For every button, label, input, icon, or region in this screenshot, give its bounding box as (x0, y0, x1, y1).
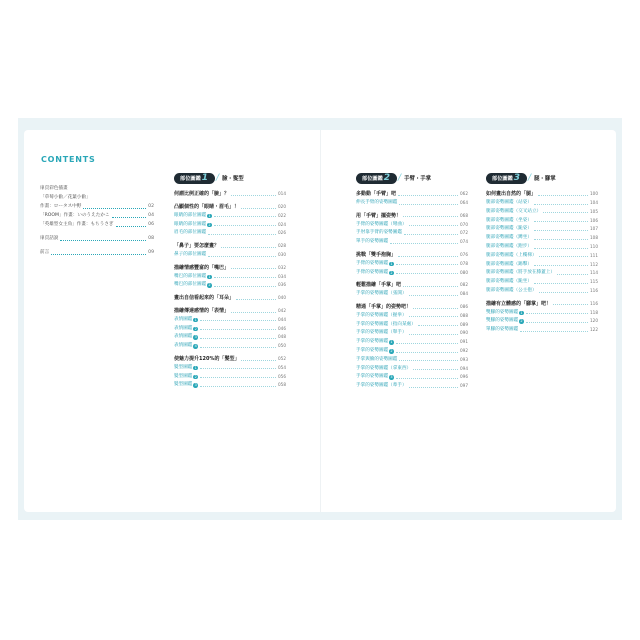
slash-divider-icon: / (398, 173, 402, 183)
entry-title: 腿部姿勢圖鑑（坐姿） (486, 217, 532, 223)
entry-page: 034 (278, 273, 286, 279)
dot-leader (221, 247, 276, 248)
entry-page: 091 (460, 339, 468, 345)
entry-title: 腿部姿勢圖鑑（跪姿） (486, 226, 532, 232)
gallery-entry[interactable] (356, 266, 468, 275)
entry-title: 手肘靠手臂的姿勢圖鑑 (356, 230, 402, 236)
toc-entry-title: 「英雄型女主角」作畫：もちうさぎ (40, 222, 114, 228)
entry-page: 116 (590, 300, 598, 306)
gallery-entry[interactable] (486, 250, 598, 259)
chapter-header (356, 172, 468, 184)
dot-leader (404, 234, 458, 235)
entry-number-badge: 3 (390, 375, 393, 380)
gallery-entry[interactable] (356, 258, 468, 267)
entry-page: 042 (278, 307, 286, 313)
gallery-entry[interactable] (356, 288, 468, 297)
entry-page: 118 (590, 309, 598, 315)
gallery-entry[interactable] (356, 327, 468, 336)
entry-page: 090 (460, 330, 468, 336)
entry-page: 064 (460, 200, 468, 205)
dot-leader (538, 195, 588, 196)
gallery-entry[interactable] (356, 197, 468, 206)
entry-page: 111 (590, 252, 598, 258)
gallery-entry[interactable] (174, 249, 286, 258)
entry-page: 052 (278, 355, 286, 361)
gallery-entry[interactable] (174, 322, 286, 331)
chapter-label: 部位圖鑑 (362, 175, 383, 182)
dot-leader (526, 322, 588, 323)
slash-divider-icon: / (216, 173, 220, 183)
entry-number-badge: 1 (208, 274, 211, 279)
entry-page: 086 (460, 303, 468, 309)
section-entry[interactable] (174, 305, 286, 314)
chapter-subtitle: 腿・腳掌 (534, 176, 556, 182)
entry-title: 髮型圖鑑 (174, 382, 193, 388)
gallery-entry[interactable] (356, 362, 468, 371)
entry-page: 105 (590, 208, 598, 214)
dot-leader (534, 283, 588, 284)
entry-title: 手掌的姿勢圖鑑 (356, 339, 389, 345)
chapter-subtitle: 手臂・手掌 (404, 176, 432, 182)
dot-leader (60, 240, 146, 241)
entry-title: 挑戰「雙手抱胸」 (356, 251, 397, 258)
section-entry[interactable] (486, 298, 598, 307)
entry-page: 096 (460, 374, 468, 380)
dot-leader (200, 368, 276, 369)
gallery-entry[interactable] (356, 227, 468, 236)
dot-leader (236, 299, 276, 300)
entry-page: 050 (278, 343, 286, 349)
entry-title: 精通「手掌」的姿勢吧！ (356, 303, 412, 310)
entry-number-badge: 2 (194, 374, 197, 379)
entry-title: 手掌的姿勢圖鑑 (356, 374, 389, 380)
gallery-entry[interactable] (486, 306, 598, 315)
gallery-entry[interactable] (486, 285, 598, 294)
entry-page: 070 (460, 221, 468, 227)
entry-page: 106 (590, 217, 598, 223)
entry-page: 030 (278, 251, 286, 257)
entry-page: 032 (278, 264, 286, 270)
entry-page: 114 (590, 270, 598, 276)
entry-page: 020 (278, 204, 286, 209)
entry-title: 腿部姿勢圖鑑（踢擊） (486, 261, 532, 267)
entry-page: 110 (590, 243, 598, 249)
toc-entry[interactable] (40, 183, 154, 192)
entry-title: 「鼻子」要怎麼畫？ (174, 243, 220, 250)
entry-page: 084 (460, 291, 468, 297)
dot-leader (409, 225, 458, 226)
entry-page: 044 (278, 316, 286, 322)
entry-page: 100 (590, 191, 598, 197)
entry-title: 輕鬆描繪「手掌」吧 (356, 282, 402, 289)
section-entry[interactable] (174, 240, 286, 249)
entry-page: 116 (590, 287, 598, 293)
gallery-entry[interactable] (356, 354, 468, 363)
entry-page: 022 (278, 212, 286, 218)
dot-leader (399, 204, 458, 205)
section-entry[interactable] (356, 210, 468, 219)
toc-entry-page: 08 (148, 236, 154, 242)
section-entry[interactable] (174, 292, 286, 301)
section-entry[interactable] (486, 188, 598, 197)
entry-number-badge: 2 (520, 319, 523, 324)
entry-title: 單腳的姿勢圖鑑 (486, 327, 519, 333)
entry-page: 082 (460, 282, 468, 288)
dot-leader (398, 256, 458, 257)
chapter-label: 部位圖鑑 (492, 175, 513, 182)
entry-page: 036 (278, 282, 286, 288)
gallery-entry[interactable] (174, 279, 286, 288)
entry-number-badge: 2 (208, 222, 211, 227)
dot-leader (396, 273, 458, 274)
chapter-header (174, 172, 286, 184)
entry-title: 髮型圖鑑 (174, 373, 193, 379)
entry-page: 093 (460, 356, 468, 362)
entry-title: 表情圖鑑 (174, 343, 193, 349)
gallery-entry[interactable] (174, 270, 286, 279)
dot-leader (534, 230, 588, 231)
gallery-entry[interactable] (356, 218, 468, 227)
toc-entry-title: 作畫：ロータス中野 (40, 204, 82, 210)
entry-page: 078 (460, 260, 468, 266)
entry-title: 描繪有立體感的「腳掌」吧！ (486, 300, 552, 307)
entry-number-badge: 2 (390, 348, 393, 353)
entry-page: 028 (278, 243, 286, 249)
entry-number-badge: 1 (390, 261, 393, 266)
gallery-entry[interactable] (486, 223, 598, 232)
dot-leader (526, 313, 588, 314)
gallery-entry[interactable] (486, 315, 598, 324)
dot-leader (208, 256, 276, 257)
entry-title: 腿部姿勢圖鑑（蹲坐） (486, 235, 532, 241)
entry-title: 描繪傳達感情的「表情」 (174, 307, 230, 314)
dot-leader (390, 243, 458, 244)
entry-number-badge: 1 (390, 340, 393, 345)
entry-title: 單手的姿勢圖鑑 (356, 239, 389, 245)
gallery-entry[interactable] (174, 379, 286, 388)
entry-title: 手掌與臉的姿勢圖鑑 (356, 356, 398, 362)
entry-page: 046 (278, 325, 286, 331)
entry-title: 手臂的姿勢圖鑑（彎曲） (356, 221, 407, 227)
entry-number-badge: 1 (520, 310, 523, 315)
dot-leader (214, 286, 276, 287)
entry-page: 094 (460, 365, 468, 371)
entry-page: 058 (278, 382, 286, 388)
chapter-1-column (174, 172, 286, 388)
dot-leader (557, 274, 588, 275)
section-entry[interactable] (174, 188, 286, 197)
toc-entry[interactable] (40, 219, 154, 228)
entry-title: 凸顯個性的「眼睛・眉毛」！ (174, 204, 240, 210)
gallery-entry[interactable] (174, 227, 286, 236)
entry-title: 腿部姿勢圖鑑（跪坐） (486, 279, 532, 285)
chapter-header (486, 172, 598, 184)
entry-page: 072 (460, 230, 468, 236)
entry-number-badge: 2 (390, 270, 393, 275)
dot-leader (413, 369, 458, 370)
toc-entry-page: 04 (148, 213, 154, 219)
dot-leader (418, 325, 458, 326)
entry-title: 雙腳的姿勢圖鑑 (486, 318, 519, 324)
entry-number-badge: 3 (194, 335, 197, 340)
entry-page: 076 (460, 251, 468, 257)
toc-entry[interactable] (40, 201, 154, 210)
front-matter-list (40, 183, 154, 256)
entry-number-badge: 3 (194, 383, 197, 388)
toc-entry[interactable] (40, 233, 154, 242)
dot-leader (539, 256, 588, 257)
entry-number-badge: 1 (194, 317, 197, 322)
chapter-3-column (486, 172, 598, 333)
gallery-entry[interactable] (486, 241, 598, 250)
entry-page: 112 (590, 261, 598, 267)
gallery-entry[interactable] (356, 310, 468, 319)
entry-title: 描繪情感豐富的「嘴巴」 (174, 264, 230, 271)
entry-title: 表情圖鑑 (174, 316, 193, 322)
dot-leader (200, 386, 276, 387)
entry-title: 何謂比例正確的「臉」？ (174, 191, 230, 198)
dot-leader (534, 204, 588, 205)
entry-number-badge: 1 (208, 213, 211, 218)
dot-leader (200, 377, 276, 378)
toc-entry-title: 「草莓小偷／花葉小偷」 (40, 195, 91, 201)
contents-heading: CONTENTS (41, 155, 96, 164)
chapter-2-column (356, 172, 468, 389)
entry-title: 腿部姿勢圖鑑（公主抱） (486, 287, 537, 293)
toc-entry[interactable] (40, 192, 154, 201)
gallery-entry[interactable] (486, 276, 598, 285)
section-entry[interactable] (174, 353, 286, 362)
entry-title: 腿部姿勢圖鑑（交叉站立） (486, 208, 542, 214)
entry-title: 手掌的姿勢圖鑑（握拳） (356, 312, 407, 318)
dot-leader (200, 320, 276, 321)
entry-page: 089 (460, 321, 468, 327)
dot-leader (214, 216, 276, 217)
gallery-entry[interactable] (486, 267, 598, 276)
entry-title: 手臂的姿勢圖鑑 (356, 260, 389, 266)
entry-title: 雙腳的姿勢圖鑑 (486, 309, 519, 315)
toc-entry-title: 「ROOM」作畫：いのうえたかこ (40, 213, 110, 219)
entry-page: 014 (278, 191, 286, 197)
entry-title: 手掌的姿勢圖鑑（舉手） (356, 330, 407, 336)
dot-leader (241, 208, 276, 209)
entry-page: 104 (590, 200, 598, 205)
entry-title: 伸長手臂的姿勢圖鑑 (356, 200, 398, 205)
entry-title: 腿部姿勢圖鑑（站姿） (486, 200, 532, 205)
dot-leader (83, 208, 146, 209)
gallery-entry[interactable] (356, 336, 468, 345)
dot-leader (409, 316, 458, 317)
chapter-number: 2 (383, 172, 391, 183)
dot-leader (413, 308, 458, 309)
dot-leader (396, 264, 458, 265)
gallery-entry[interactable] (174, 218, 286, 227)
entry-page: 024 (278, 221, 286, 227)
entry-page: 107 (590, 226, 598, 232)
entry-title: 手掌的姿勢圖鑑 (356, 347, 389, 353)
dot-leader (403, 286, 458, 287)
entry-title: 手掌的姿勢圖鑑（指向某處） (356, 321, 416, 327)
toc-entry-title: 前言 (40, 250, 50, 256)
gallery-entry[interactable] (174, 314, 286, 323)
entry-number-badge: 1 (194, 365, 197, 370)
entry-title: 多動動「手臂」吧 (356, 191, 397, 198)
toc-entry-title: 扉頁彩色插畫 (40, 186, 68, 192)
gallery-entry[interactable] (356, 236, 468, 245)
entry-title: 嘴巴的部位圖鑑 (174, 282, 207, 288)
toc-entry[interactable] (40, 247, 154, 256)
dot-leader (534, 221, 588, 222)
entry-title: 畫出自信看起來的「耳朵」 (174, 295, 235, 302)
chapter-label: 部位圖鑑 (180, 175, 201, 182)
dot-leader (398, 195, 458, 196)
entry-page: 056 (278, 373, 286, 379)
section-entry[interactable] (174, 201, 286, 210)
entry-title: 手臂的姿勢圖鑑 (356, 269, 389, 275)
entry-title: 鼻子的部位圖鑑 (174, 251, 207, 257)
section-entry[interactable] (356, 188, 468, 197)
chapter-label-pill (174, 173, 215, 184)
gallery-entry[interactable] (486, 206, 598, 215)
toc-entry-title: 扉頁話說 (40, 236, 59, 242)
entry-page: 054 (278, 364, 286, 370)
section-entry[interactable] (356, 279, 468, 288)
dot-leader (116, 226, 147, 227)
dot-leader (534, 248, 588, 249)
gallery-entry[interactable] (174, 362, 286, 371)
dot-leader (409, 295, 458, 296)
entry-number-badge: 2 (194, 326, 197, 331)
dot-leader (520, 331, 588, 332)
gallery-entry[interactable] (174, 370, 286, 379)
dot-leader (396, 343, 458, 344)
entry-page: 048 (278, 334, 286, 340)
dot-leader (241, 360, 276, 361)
dot-leader (208, 234, 276, 235)
gallery-entry[interactable] (486, 258, 598, 267)
dot-leader (543, 212, 588, 213)
gallery-entry[interactable] (174, 331, 286, 340)
gallery-entry[interactable] (486, 197, 598, 206)
gallery-entry[interactable] (486, 214, 598, 223)
toc-entry-page: 06 (148, 222, 154, 228)
chapter-label-pill (486, 173, 527, 184)
entry-page: 097 (460, 383, 468, 389)
entry-page: 122 (590, 327, 598, 333)
toc-entry[interactable] (40, 210, 154, 219)
dot-leader (231, 195, 276, 196)
dot-leader (553, 304, 588, 305)
slash-divider-icon: / (528, 173, 532, 183)
dot-leader (214, 277, 276, 278)
gallery-entry[interactable] (356, 380, 468, 389)
dot-leader (539, 292, 588, 293)
dot-leader (200, 329, 276, 330)
entry-title: 手掌的姿勢圖鑑（拿東西） (356, 365, 412, 371)
dot-leader (200, 347, 276, 348)
dot-leader (112, 217, 147, 218)
entry-title: 用「手臂」擺姿勢！ (356, 212, 402, 219)
entry-title: 眼睛的部位圖鑑 (174, 212, 207, 218)
gallery-entry[interactable] (356, 345, 468, 354)
entry-title: 如何畫出自然的「腿」 (486, 191, 537, 198)
gallery-entry[interactable] (356, 371, 468, 380)
entry-title: 使魅力提升120%的「髮型」 (174, 355, 240, 362)
entry-page: 068 (460, 212, 468, 218)
section-entry[interactable] (174, 262, 286, 271)
entry-title: 腿部姿勢圖鑑（將手放在膝蓋上） (486, 270, 555, 276)
dot-leader (396, 378, 458, 379)
page-gutter (320, 130, 321, 512)
dot-leader (534, 239, 588, 240)
entry-page: 120 (590, 318, 598, 324)
dot-leader (231, 312, 276, 313)
entry-title: 眼睛的部位圖鑑 (174, 221, 207, 227)
entry-title: 髮型圖鑑 (174, 364, 193, 370)
chapter-number: 1 (201, 172, 209, 183)
dot-leader (51, 254, 146, 255)
entry-page: 026 (278, 230, 286, 236)
toc-entry-page: 02 (148, 204, 154, 210)
dot-leader (409, 387, 458, 388)
section-entry[interactable] (356, 301, 468, 310)
chapter-subtitle: 臉・髮型 (222, 176, 244, 182)
entry-title: 眉毛的部位圖鑑 (174, 230, 207, 236)
dot-leader (200, 338, 276, 339)
gallery-entry[interactable] (486, 324, 598, 333)
dot-leader (534, 265, 588, 266)
entry-page: 088 (460, 312, 468, 318)
toc-entry-page: 09 (148, 250, 154, 256)
entry-title: 手掌的姿勢圖鑑（張開） (356, 291, 407, 297)
dot-leader (231, 268, 276, 269)
chapter-label-pill (356, 173, 397, 184)
dot-leader (396, 352, 458, 353)
entry-page: 074 (460, 239, 468, 245)
gallery-entry[interactable] (174, 210, 286, 219)
dot-leader (403, 216, 458, 217)
entry-page: 080 (460, 269, 468, 275)
entry-title: 腿部姿勢圖鑑（跑步） (486, 243, 532, 249)
gallery-entry[interactable] (356, 318, 468, 327)
entry-title: 嘴巴的部位圖鑑 (174, 273, 207, 279)
dot-leader (399, 360, 458, 361)
entry-page: 115 (590, 279, 598, 285)
chapter-number: 3 (513, 172, 521, 183)
dot-leader (214, 225, 276, 226)
entry-page: 108 (590, 235, 598, 241)
section-entry[interactable] (356, 249, 468, 258)
entry-number-badge: 4 (194, 344, 197, 349)
dot-leader (409, 334, 458, 335)
entry-number-badge: 2 (208, 283, 211, 288)
gallery-entry[interactable] (174, 340, 286, 349)
gallery-entry[interactable] (486, 232, 598, 241)
entry-page: 040 (278, 295, 286, 301)
entry-title: 手掌的姿勢圖鑑（牽手） (356, 383, 407, 389)
entry-title: 腿部姿勢圖鑑（上樓梯） (486, 252, 537, 258)
entry-page: 062 (460, 191, 468, 197)
entry-title: 表情圖鑑 (174, 325, 193, 331)
entry-title: 表情圖鑑 (174, 334, 193, 340)
entry-page: 092 (460, 347, 468, 353)
